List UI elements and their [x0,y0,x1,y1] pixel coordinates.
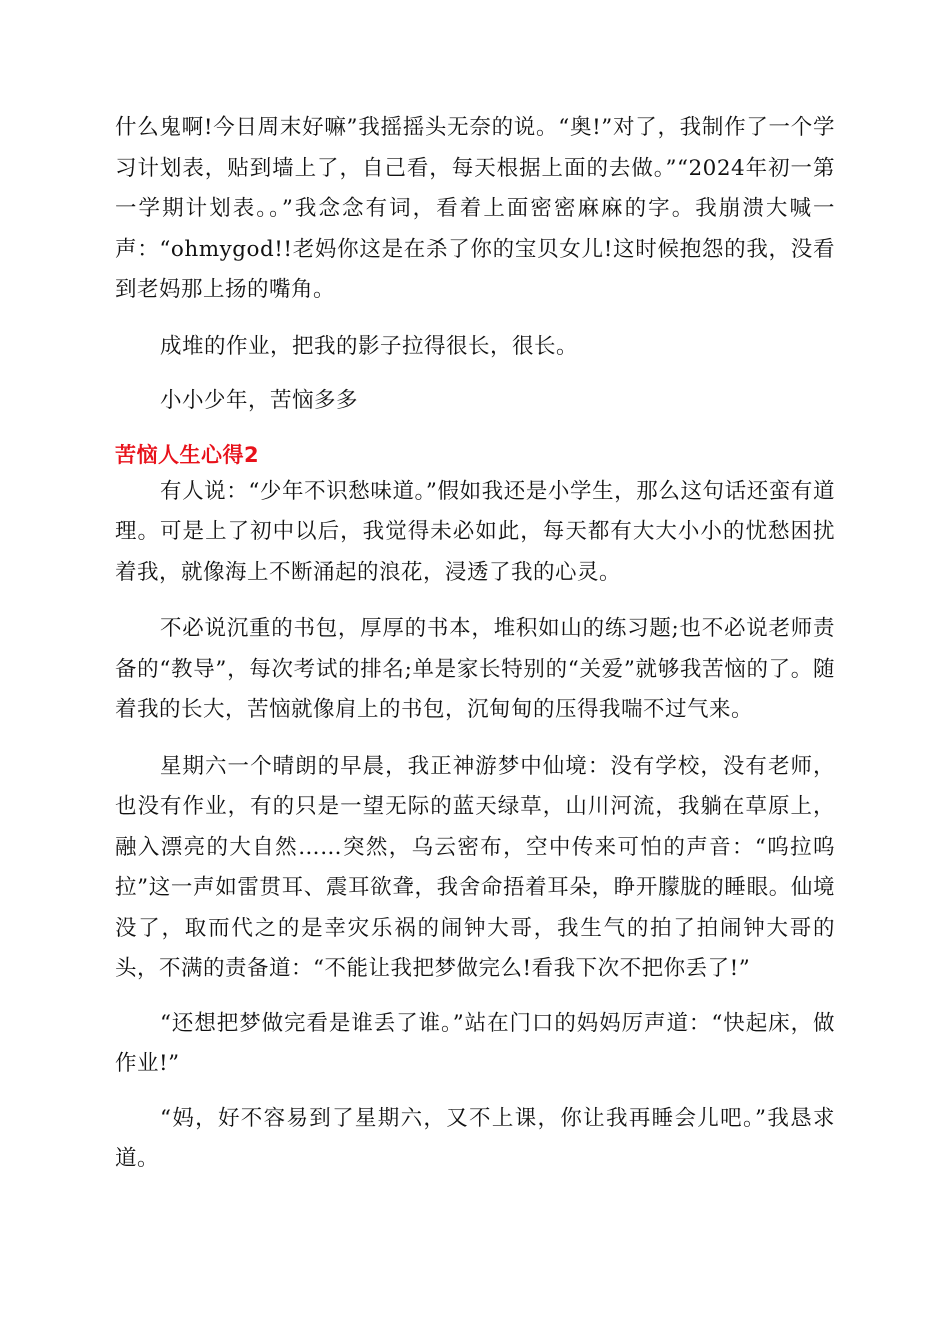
paragraph-begging: “妈，好不容易到了星期六，又不上课，你让我再睡会儿吧。”我恳求道。 [115,1105,835,1171]
paragraph-heavy-schoolbag: 不必说沉重的书包，厚厚的书本，堆积如山的练习题;也不必说老师责备的“教导”，每次考试的排名;单是家长特别的“关爱”就够我苦恼的了。随着我的长大，苦恼就像肩上的书包，沉甸甸的压得我喘不过气来。 [115,616,835,722]
paragraph-someone-said: 有人说：“少年不识愁味道。”假如我还是小学生，那么这句话还蛮有道理。可是上了初中以后，我觉得未必如此，每天都有大大小小的忧愁困扰着我，就像海上不断涌起的浪花，浸透了我的心灵。 [115,478,835,585]
paragraph-little-teen: 小小少年，苦恼多多 [160,388,359,413]
paragraph-continuation: 什么鬼啊!今日周末好嘛”我摇摇头无奈的说。“奥!”对了，我制作了一个学习计划表，贴到墙上了，自己看，每天根据上面的去做。”“2024年初一第一学期计划表。。”我念念有词，看着上面密密麻麻的字。我崩溃大喊一声：“ohmygod!!老妈你这是在杀了你的宝贝女儿!这时候抱怨的我，没看到老妈那上扬的嘴角。 [115,115,835,302]
paragraph-mother-scolds: “还想把梦做完看是谁丢了谁。”站在门口的妈妈厉声道：“快起床，做作业!” [115,1010,835,1076]
paragraph-saturday-morning: 星期六一个晴朗的早晨，我正神游梦中仙境：没有学校，没有老师，也没有作业，有的只是一望无际的蓝天绿草，山川河流，我躺在草原上，融入漂亮的大自然……突然，乌云密布，空中传来可怕的声音：“呜拉呜拉”这一声如雷贯耳、震耳欲聋，我舍命捂着耳朵，睁开朦胧的睡眼。仙境没了，取而代之的是幸灾乐祸的闹钟大哥，我生气的拍了拍闹钟大哥的头，不满的责备道：“不能让我把梦做完么!看我下次不把你丢了!” [115,753,835,981]
section-heading: 苦恼人生心得2 [115,442,260,467]
document-page [115,108,835,1180]
paragraph-homework-shadow: 成堆的作业，把我的影子拉得很长，很长。 [160,333,579,359]
